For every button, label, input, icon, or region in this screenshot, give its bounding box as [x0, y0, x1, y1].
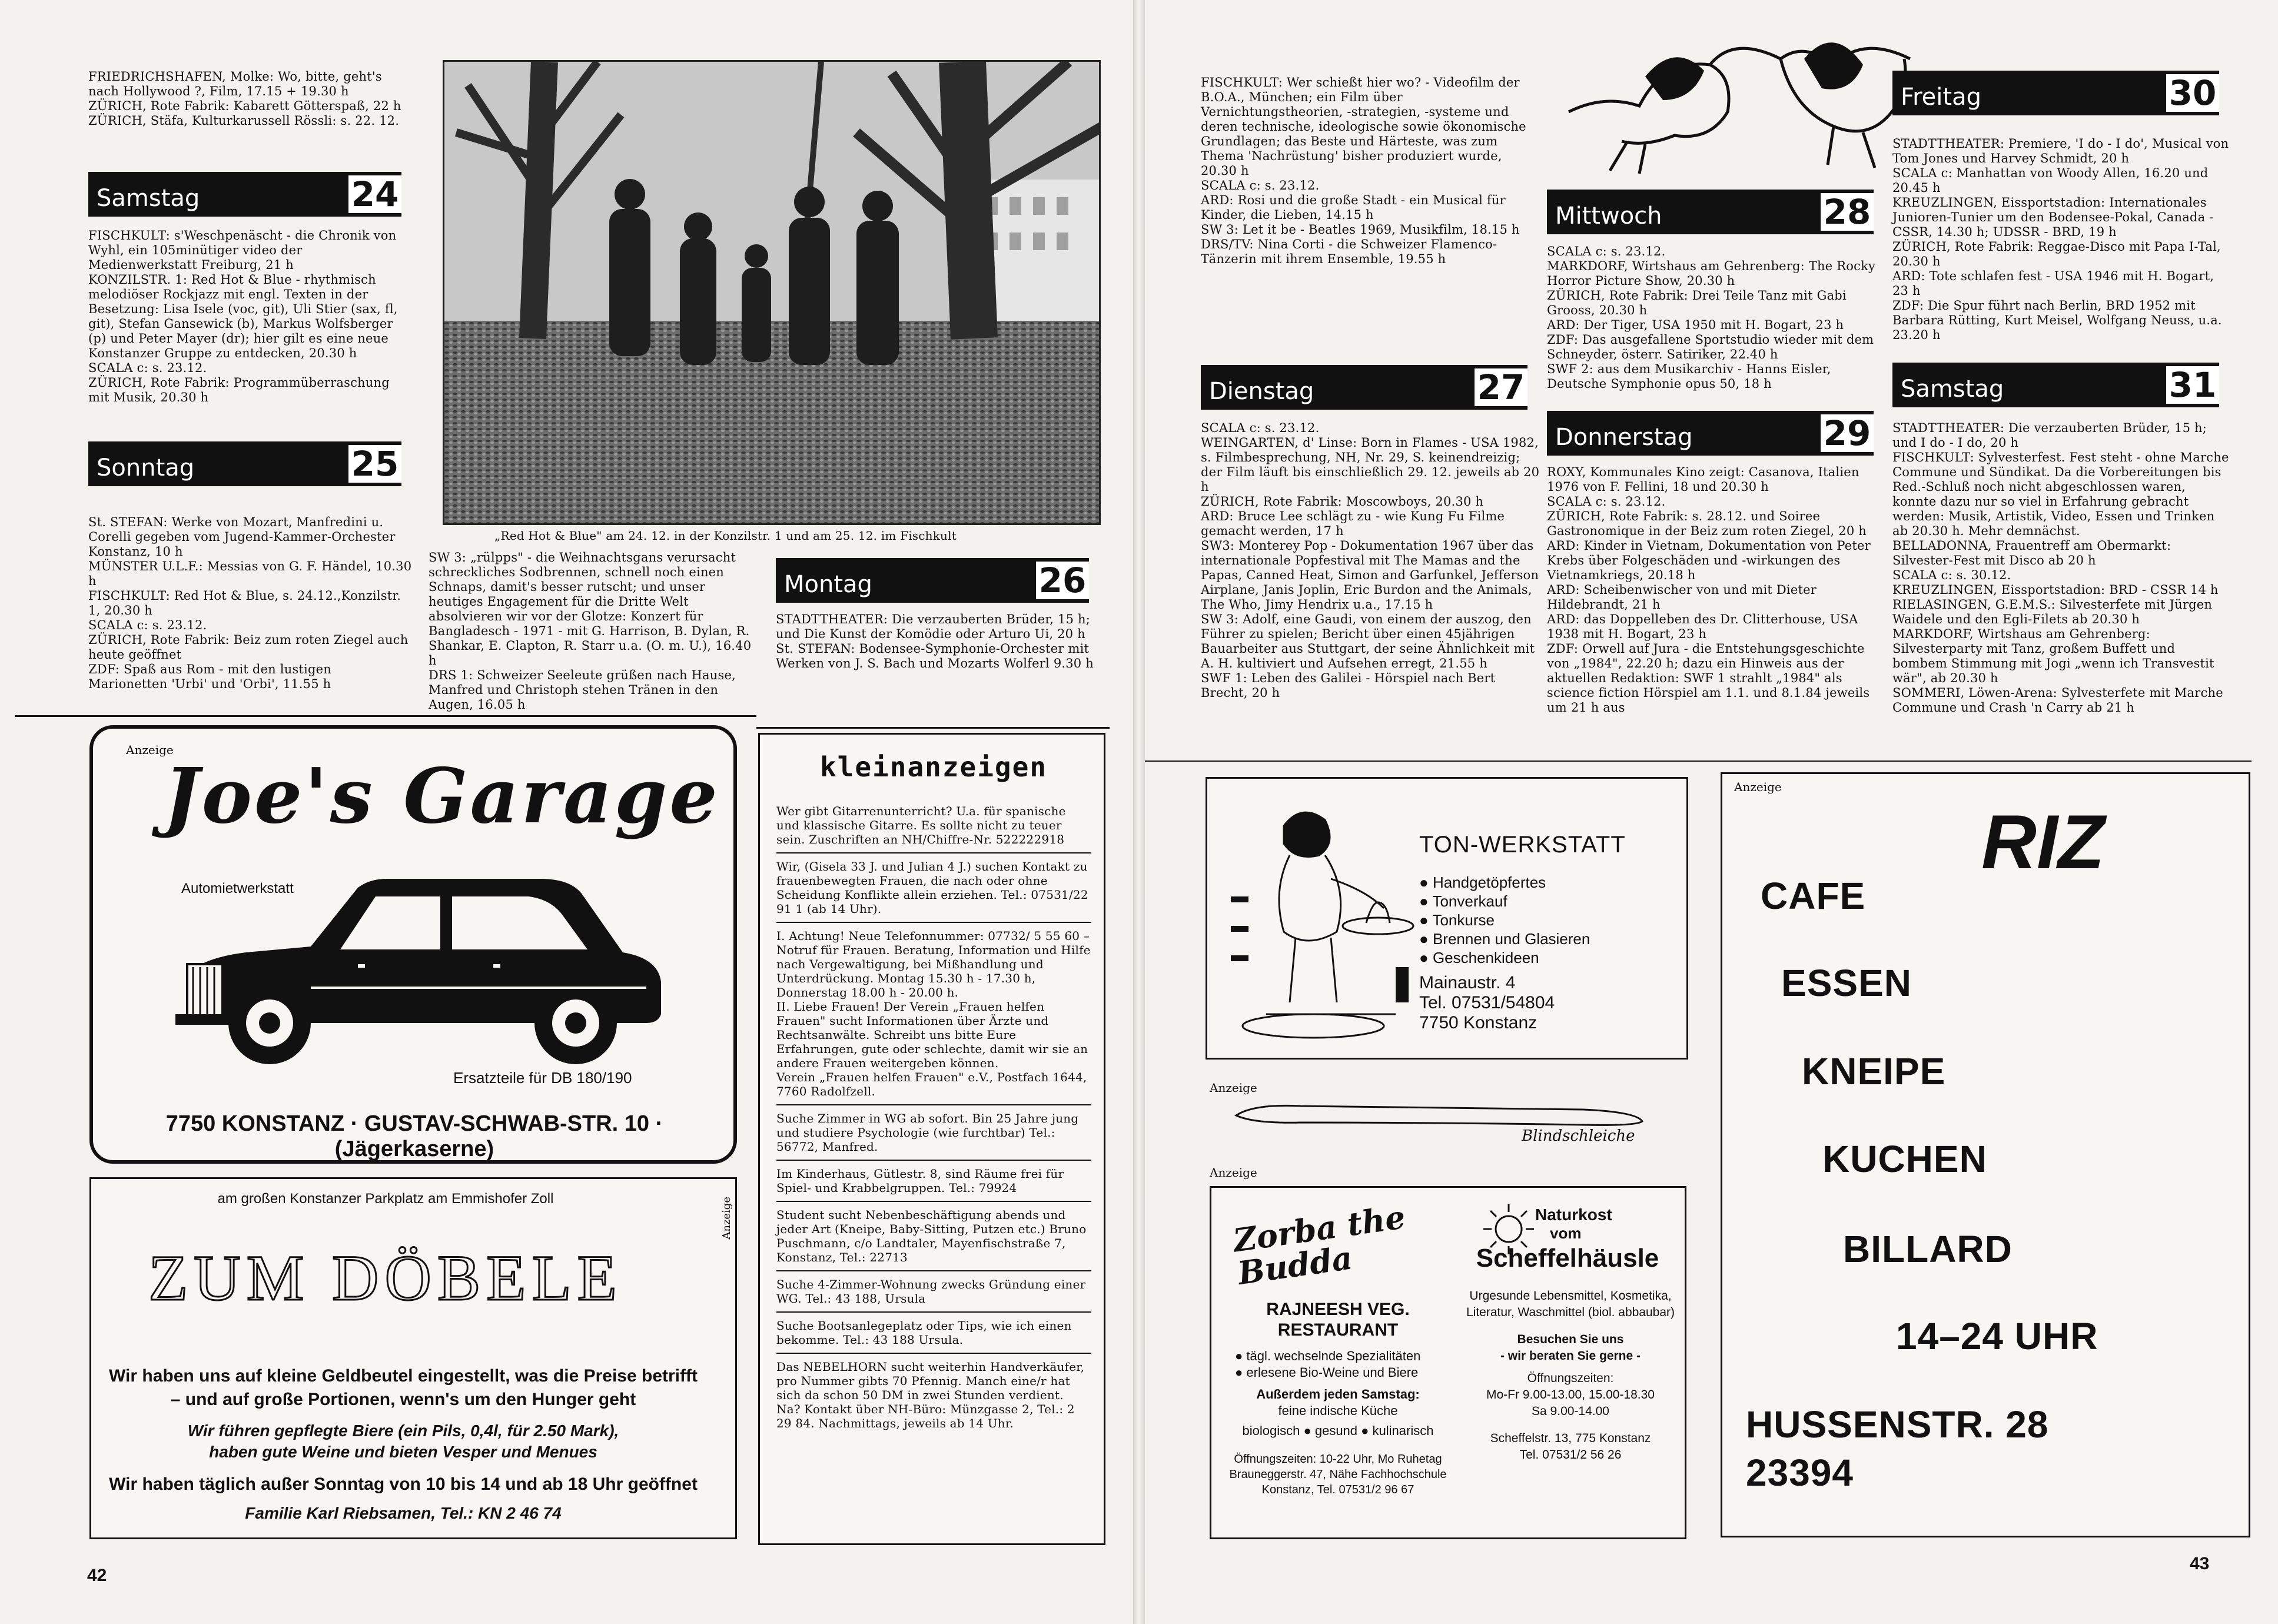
freitag-listings — [1892, 137, 2233, 343]
listing: SW 3: Adolf, eine Gaudi, von einem der auszog, den Führer zu spielen; Bericht über einen 45jährigen Bauarbeiter aus Stuttgart, der seine Ähnlichkeit mit A. H. kultiviert und Aufsehen erregt, 21.55 h — [1201, 612, 1535, 670]
listing: ZÜRICH, Rote Fabrik: Reggae-Disco mit Papa I-Tal, 20.30 h — [1892, 240, 2221, 268]
listing: SCALA c: Manhattan von Woody Allen, 16.20 und 20.45 h — [1892, 166, 2209, 195]
listing: STADTTHEATER: Die verzauberten Brüder, 15 h; und I do - I do, 20 h — [1892, 421, 2207, 450]
day-date: 31 — [2166, 366, 2219, 404]
divider — [1145, 760, 2252, 762]
montag-listings — [776, 612, 1105, 671]
zorba-saturday-item: feine indische Küche — [1278, 1403, 1398, 1418]
page-gutter — [1133, 0, 1145, 1624]
naturkost-logo-1: Naturkost — [1535, 1205, 1612, 1224]
listing: SW 3: „rülpps" - die Weihnachtsgans verursacht schreckliches Sodbrennen, schnell noch einen Schnaps, damit's besser rutscht; und unser heutiges Engagement für die Dritte Welt absolvieren wir vor der Glotze: Konzert für Bangladesch - 1971 - mit G. Harrison, B. Dylan, R. Shankar, E. Clapton, R. Starr u.a. (O. m. U.), 16.40 h — [429, 550, 752, 667]
listing: SCALA c: s. 23.12. — [1547, 494, 1666, 509]
ton-items — [1419, 873, 1590, 967]
doebele-line-4: haben gute Weine und bieten Vesper und Menues — [209, 1443, 597, 1461]
ad-label: Anzeige — [126, 743, 174, 757]
listing: MÜNSTER U.L.F.: Messias von G. F. Händel, 10.30 h — [88, 559, 412, 588]
riz-logo: RIZ — [1981, 799, 2105, 885]
riz-line: CAFE — [1761, 875, 1866, 917]
classified-ad: Wer gibt Gitarrenunterricht? U.a. für spanische und klassische Gitarre. Es sollte nicht zu teuer sein. Zuschriften an NH/Chiffre-Nr. 522222918 — [776, 804, 1066, 846]
naturkost-text: Urgesunde Lebensmittel, Kosmetika, Literatur, Waschmittel (biol. abbaubar) Besuchen Sie uns - wir beraten Sie gerne - Öffnungszeiten: Mo-Fr 9.00-13.00, 15.00-18.30 Sa 9.00-14.00 Scheffelstr. 13, 775 Konstanz Tel. 07531/2 56 26 — [1466, 1289, 1675, 1462]
listing: DRS 1: Schweizer Seeleute grüßen nach Hause, Manfred und Christoph stehen Tränen in den Augen, 16.05 h — [429, 668, 736, 712]
samstag-31-listings — [1892, 421, 2233, 715]
listing: SCALA c: s. 23.12. — [1201, 178, 1320, 192]
band-photo — [443, 60, 1101, 525]
ad-label: Anzeige — [720, 1197, 733, 1240]
dienstag-listings — [1201, 421, 1541, 700]
listing: SCALA c: s. 23.12. — [88, 618, 207, 632]
listing: FISCHKULT: s'Weschpenäscht - die Chronik von Wyhl, ein 105minütiger video der Medienwerkstatt Freiburg, 21 h — [88, 228, 397, 272]
listing: SWF 2: aus dem Musikarchiv - Hanns Eisler, Deutsche Symphonie opus 50, 18 h — [1547, 362, 1831, 391]
riz-line: KUCHEN — [1822, 1138, 1987, 1180]
ad-joes-garage — [89, 725, 737, 1164]
zorba-address: Brauneggerstr. 47, Nähe Fachhochschule — [1229, 1468, 1447, 1481]
ton-address: Mainaustr. 4 Tel. 07531/54804 7750 Konstanz — [1419, 973, 1555, 1032]
doebele-line-2: – und auf große Portionen, wenn's um den Hunger geht — [170, 1390, 636, 1409]
day-date: 29 — [1821, 414, 1874, 452]
list-item: ● Brennen und Glasieren — [1419, 930, 1590, 948]
listing: SCALA c: s. 30.12. — [1892, 568, 2011, 582]
ad-ton-werkstatt — [1206, 777, 1688, 1060]
listing: ARD: Rosi und die große Stadt - ein Musical für Kinder, die Lieben, 14.15 h — [1201, 193, 1506, 222]
zorba-title-2: RESTAURANT — [1277, 1320, 1399, 1340]
day-header-dienstag-27 — [1201, 365, 1527, 410]
naturkost-logo-3: Scheffelhäusle — [1476, 1244, 1659, 1273]
classified-ad: Das NEBELHORN sucht weiterhin Handverkäufer, pro Nummer gibts 70 Pfennig. Manch eine/r hat sich da schon 50 DM in zwei Stunden verdient. Na? Kontakt über NH-Büro: Münzgasse 2, Tel.: 2 29 84. Nachmittags, jeweils ab 14 Uhr. — [776, 1360, 1085, 1430]
ad-zorba-naturkost — [1210, 1186, 1686, 1539]
listing: SWF 1: Leben des Galilei - Hörspiel nach Bert Brecht, 20 h — [1201, 671, 1496, 700]
doebele-line-6: Familie Karl Riebsamen, Tel.: KN 2 46 74 — [245, 1504, 562, 1522]
listing: STADTTHEATER: Premiere, 'I do - I do', Musical von Tom Jones und Harvey Schmidt, 20 h — [1892, 137, 2229, 165]
list-item: ● Handgetöpfertes — [1419, 874, 1546, 891]
photo-caption: „Red Hot & Blue" am 24. 12. in der Konzilstr. 1 und am 25. 12. im Fischkult — [494, 529, 957, 543]
listing: ZÜRICH, Rote Fabrik: Drei Teile Tanz mit Gabi Grooss, 20.30 h — [1547, 288, 1847, 317]
day-date: 27 — [1475, 368, 1527, 406]
day-date: 24 — [348, 175, 401, 213]
day-name: Sonntag — [97, 454, 195, 481]
day-name: Montag — [784, 571, 872, 598]
ad-zum-doebele — [89, 1177, 737, 1539]
doebele-top-line: am großen Konstanzer Parkplatz am Emmishofer Zoll — [217, 1191, 554, 1207]
listing: ZÜRICH, Stäfa, Kulturkarussell Rössli: s. 22. 12. — [88, 114, 400, 128]
classified-ad: Wir, (Gisela 33 J. und Julian 4 J.) suchen Kontakt zu frauenbewegten Frauen, die nach oder ohne Scheidung Konflikte allein erziehen. Tel.: 07531/22 91 1 (ab 14 Uhr). — [776, 859, 1088, 916]
listing: MARKDORF, Wirtshaus am Gehrenberg: The Rocky Horror Picture Show, 20.30 h — [1547, 259, 1876, 288]
listing: ZÜRICH, Rote Fabrik: Moscowboys, 20.30 h — [1201, 494, 1484, 509]
potter-illustration — [1219, 791, 1419, 1050]
day-date: 30 — [2166, 74, 2219, 112]
riz-line: 14–24 UHR — [1896, 1315, 2098, 1357]
listing: FISCHKULT: Wer schießt hier wo? - Videofilm der B.O.A., München; ein Film über Vernichtungstheorien, -strategien, -systeme und deren technische, ideologische sowie ökonomische Grundlagen; das Beste und Härteste, was zum Thema 'Nachrüstung' bisher produziert wurde, 20.30 h — [1201, 75, 1526, 178]
listing: ZDF: Orwell auf Jura - die Entstehungsgeschichte von „1984", 22.20 h; dazu ein Hinweis aus der aktuellen Redaktion: SWF 1 strahlt „1984" als science fiction Hörspiel am 1.1. und 8.1.84 jeweils um 21 h aus — [1547, 642, 1870, 715]
listing: ZÜRICH, Rote Fabrik: s. 28.12. und Soiree Gastronomique in der Beiz zum roten Ziegel, 20 h — [1547, 509, 1867, 538]
listing: WEINGARTEN, d' Linse: Born in Flames - USA 1982, s. Filmbesprechung, NH, Nr. 29, S. keinendreizig; der Film läuft bis einschließlich 29. 12. jeweils ab 20 h — [1201, 436, 1540, 494]
classified-ad: Suche Zimmer in WG ab sofort. Bin 25 Jahre jung und studiere Psychologie (wie furchtbar) Tel.: 56772, Manfred. — [776, 1111, 1079, 1154]
blindschleiche-signature: Blindschleiche — [1522, 1127, 1635, 1145]
listing: ZÜRICH, Rote Fabrik: Beiz zum roten Ziegel auch heute geöffnet — [88, 633, 409, 662]
right-page — [1145, 0, 2278, 1624]
listing: ZDF: Spaß aus Rom - mit den lustigen Marionetten 'Urbi' und 'Orbi', 11.55 h — [88, 662, 331, 691]
day-name: Samstag — [1901, 376, 2004, 403]
ad-label: Anzeige — [1734, 780, 1782, 794]
listing: FISCHKULT: Red Hot & Blue, s. 24.12.,Konzilstr. 1, 20.30 h — [88, 589, 401, 617]
classified-ad: II. Liebe Frauen! Der Verein „Frauen helfen Frauen" sucht Informationen über Ärzte und Rechtsanwälte. Schreibt uns bitte Eure Erfahrungen, gute oder schlechte, damit wir sie an andere Frauen weitergeben können. — [776, 999, 1088, 1070]
listing: ARD: Der Tiger, USA 1950 mit H. Bogart, 23 h — [1547, 318, 1844, 332]
riz-line: KNEIPE — [1802, 1050, 1946, 1092]
kleinanzeigen-title: kleinanzeigen — [819, 751, 1048, 783]
day-header-samstag-31 — [1892, 363, 2219, 407]
doebele-line-1: Wir haben uns auf kleine Geldbeutel eingestellt, was die Preise betrifft — [109, 1366, 698, 1386]
divider — [756, 727, 1110, 729]
day-date: 28 — [1821, 193, 1874, 231]
divider — [15, 715, 756, 717]
listing: ZÜRICH, Rote Fabrik: Kabarett Götterspaß, 22 h — [88, 99, 401, 113]
mittwoch-listings — [1547, 244, 1887, 391]
listing: ARD: Bruce Lee schlägt zu - wie Kung Fu Filme gemacht werden, 17 h — [1201, 509, 1505, 538]
classified-ad: Im Kinderhaus, Gütlestr. 8, sind Räume frei für Spiel- und Krabbelgruppen. Tel.: 79924 — [776, 1167, 1064, 1195]
ad-label: Anzeige — [1210, 1165, 1257, 1180]
page-number-right: 43 — [2190, 1554, 2210, 1573]
classified-ad: I. Achtung! Neue Telefonnummer: 07732/ 5 55 60 – Notruf für Frauen. Beratung, Information und Hilfe nach Vergewaltigung, bei Mißhandlung und Unterdrückung. Montag 15.30 h - 17.30 h, Donnerstag 18.00 h - 20.00 h. — [776, 929, 1091, 999]
listing: ZDF: Das ausgefallene Sportstudio wieder mit dem Schneyder, österr. Satiriker, 22.40 h — [1547, 333, 1874, 361]
listing: St. STEFAN: Werke von Mozart, Manfredini u. Corelli gegeben vom Jugend-Kammer-Orchester Konstanz, 10 h — [88, 515, 396, 559]
day-header-sonntag-25 — [88, 441, 401, 486]
riz-line: 23394 — [1746, 1452, 1854, 1494]
doebele-line-3: Wir führen gepflegte Biere (ein Pils, 0,4l, für 2.50 Mark), — [187, 1422, 619, 1440]
zorba-bio: biologisch ● gesund ● kulinarisch — [1242, 1423, 1434, 1438]
listing: ROXY, Kommunales Kino zeigt: Casanova, Italien 1976 von F. Fellini, 18 und 20.30 h — [1547, 465, 1859, 494]
listing: KREUZLINGEN, Eissportstadion: Internationales Junioren-Tunier um den Bodensee-Pokal, Canada - CSSR, 14.30 h; UDSSR - BRD, 19 h — [1892, 195, 2214, 239]
zorba-tel: Konstanz, Tel. 07531/2 96 67 — [1261, 1483, 1414, 1496]
kleinanzeigen-list — [776, 804, 1091, 1430]
listing: ZÜRICH, Rote Fabrik: Programmüberraschung mit Musik, 20.30 h — [88, 376, 390, 404]
day-date: 26 — [1036, 562, 1089, 599]
listing: ARD: Kinder in Vietnam, Dokumentation von Peter Krebs über Folgeschäden und -wirkungen des Vietnamkriegs, 20.18 h — [1547, 539, 1871, 582]
photo-illustration — [444, 62, 1101, 525]
kleinanzeigen-box — [758, 733, 1105, 1545]
listing: ARD: das Doppelleben des Dr. Clitterhouse, USA 1938 mit H. Bogart, 23 h — [1547, 612, 1858, 641]
classified-ad: Suche 4-Zimmer-Wohnung zwecks Gründung einer WG. Tel.: 43 188, Ursula — [776, 1277, 1086, 1306]
day-name: Mittwoch — [1555, 202, 1662, 230]
riz-line: HUSSENSTR. 28 — [1746, 1403, 2049, 1446]
list-item: ● tägl. wechselnde Spezialitäten — [1235, 1349, 1421, 1363]
listing: FRIEDRICHSHAFEN, Molke: Wo, bitte, geht's nach Hollywood ?, Film, 17.15 + 19.30 h — [88, 69, 382, 98]
joes-address: 7750 KONSTANZ · GUSTAV-SCHWAB-STR. 10 · (Jägerkaserne) — [165, 1111, 663, 1161]
listing: RIELASINGEN, G.E.M.S.: Silvesterfete mit Jürgen Waidele und den Egli-Filets ab 20.30 h — [1892, 597, 2213, 626]
day-header-freitag-30 — [1892, 71, 2219, 115]
intro-listings — [88, 69, 412, 128]
listing: BELLADONNA, Frauentreff am Obermarkt: Silvester-Fest mit Disco ab 20 h — [1892, 539, 2171, 567]
joes-title: Joe's Garage — [164, 752, 720, 841]
listing: ARD: Scheibenwischer von und mit Dieter Hildebrandt, 21 h — [1547, 583, 1817, 612]
classified-ad: Suche Bootsanlegeplatz oder Tips, wie ich einen bekomme. Tel.: 43 188 Ursula. — [776, 1319, 1072, 1347]
ad-riz — [1721, 772, 2250, 1537]
donnerstag-listings — [1547, 465, 1887, 715]
ton-title: TON-WERKSTATT — [1419, 832, 1626, 858]
sonntag-continued — [429, 550, 752, 712]
doebele-line-5: Wir haben täglich außer Sonntag von 10 bis 14 und ab 18 Uhr geöffnet — [109, 1474, 698, 1494]
listing: SW 3: Let it be - Beatles 1969, Musikfilm, 18.15 h — [1201, 222, 1520, 237]
page-number-left: 42 — [87, 1566, 107, 1585]
day-name: Freitag — [1901, 84, 1981, 111]
zorba-title-1: RAJNEESH VEG. — [1266, 1300, 1410, 1319]
naturkost-logo-2: vom — [1550, 1224, 1582, 1242]
day-header-donnerstag-29 — [1547, 411, 1874, 456]
zorba-items — [1235, 1348, 1447, 1381]
listing: St. STEFAN: Bodensee-Symphonie-Orchester mit Werken von J. S. Bach und Mozarts Wolferl 9.30 h — [776, 642, 1094, 670]
riz-line: BILLARD — [1843, 1228, 2013, 1270]
listing: ZDF: Die Spur führt nach Berlin, BRD 1952 mit Barbara Rütting, Kurt Meisel, Wolfgang Neuss, u.a. 23.20 h — [1892, 298, 2222, 342]
listing: STADTTHEATER: Die verzauberten Brüder, 15 h; und Die Kunst der Komödie oder Arturo Ui, 20 h — [776, 612, 1091, 641]
listing: SCALA c: s. 23.12. — [1547, 244, 1666, 258]
zorba-hours: Öffnungszeiten: 10-22 Uhr, Mo Ruhetag — [1234, 1453, 1442, 1466]
listing: KONZILSTR. 1: Red Hot & Blue - rhythmisch melodiöser Rockjazz mit engl. Texten in der Besetzung: Lisa Isele (voc, git), Uli Stier (sax, fl, git), Stefan Gansewick (b), Markus Wolfsberger (p) und Peter Mayer (dr); hier gilt es eine neue Konstanzer Gruppe zu entdecken, 20.30 h — [88, 273, 398, 360]
zorba-saturday: Außerdem jeden Samstag: — [1256, 1387, 1420, 1402]
listing: MARKDORF, Wirtshaus am Gehrenberg: Silvesterparty mit Tanz, großem Buffett und bombem Stimmung mit Jogi „wenn ich Transvestit wär", ab 20.30 h — [1892, 627, 2214, 685]
classified-ad: Student sucht Nebenbeschäftigung abends und jeder Art (Kneipe, Baby-Sitting, Putzen etc.) Bruno Puschmann, c/o Landtaler, Mayenfischstraße 7, Konstanz, Tel.: 22713 — [776, 1208, 1087, 1264]
listing: SOMMERI, Löwen-Arena: Sylvesterfete mit Marche Commune und Crash 'n Carry ab 21 h — [1892, 686, 2223, 715]
classified-ad: Verein „Frauen helfen Frauen" e.V., Postfach 1644, 7760 Radolfzell. — [776, 1070, 1087, 1098]
doebele-title: ZUM DÖBELE — [148, 1242, 623, 1314]
joes-subtitle: Automietwerkstatt — [181, 881, 294, 896]
fischkult-listings — [1201, 75, 1541, 267]
cartoon-birds-illustration — [1557, 24, 1934, 182]
vintage-car-illustration — [164, 846, 670, 1082]
listing: SCALA c: s. 23.12. — [1201, 421, 1320, 435]
day-header-samstag-24 — [88, 172, 401, 217]
list-item: ● Tonverkauf — [1419, 892, 1507, 910]
day-name: Samstag — [97, 185, 200, 212]
list-item: ● Tonkurse — [1419, 911, 1495, 929]
listing: FISCHKULT: Sylvesterfest. Fest steht - ohne Marche Commune und Sündikat. Da die Vorbereitungen bis Red.-Schluß noch nicht abgeschlossen waren, konnte dazu nur so viel in Erfahrung gebracht werden: Musik, Artistik, Video, Essen und Trinken ab 20.30 h. Mehr demnächst. — [1892, 450, 2229, 538]
listing: DRS/TV: Nina Corti - die Schweizer Flamenco-Tänzerin mit ihrem Ensemble, 19.55 h — [1201, 237, 1497, 266]
day-header-montag-26 — [776, 558, 1089, 603]
listing: SW3: Monterey Pop - Dokumentation 1967 über das internationale Popfestival mit The Mamas and the Papas, Canned Heat, Simon and Garfunkel, Jefferson Airplane, Janis Joplin, Eric Burdon and the Animals, The Who, Jimy Hendrix u.a., 17.15 h — [1201, 539, 1539, 612]
day-name: Donnerstag — [1555, 424, 1693, 451]
riz-line: ESSEN — [1781, 962, 1912, 1004]
day-name: Dienstag — [1209, 378, 1314, 405]
samstag-listings — [88, 228, 412, 405]
ad-label: Anzeige — [1210, 1081, 1257, 1095]
listing: SCALA c: s. 23.12. — [88, 361, 207, 375]
zorba-logo: Zorba the Budda — [1231, 1198, 1408, 1292]
day-header-mittwoch-28 — [1547, 190, 1874, 234]
day-date: 25 — [348, 445, 401, 483]
list-item: ● erlesene Bio-Weine und Biere — [1235, 1365, 1419, 1380]
list-item: ● Geschenkideen — [1419, 949, 1539, 967]
sonntag-listings — [88, 515, 412, 692]
listing: KREUZLINGEN, Eissportstadion: BRD - CSSR 14 h — [1892, 583, 2219, 597]
listing: ARD: Tote schlafen fest - USA 1946 mit H. Bogart, 23 h — [1892, 269, 2214, 298]
joes-parts: Ersatzteile für DB 180/190 — [453, 1069, 632, 1087]
